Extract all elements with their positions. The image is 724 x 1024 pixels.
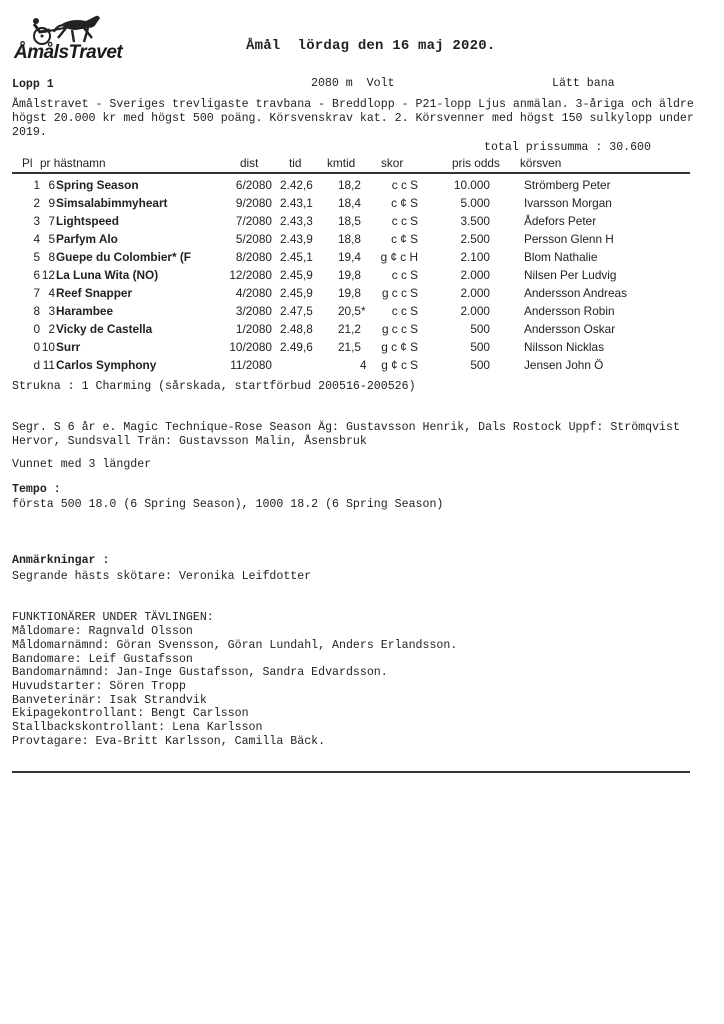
- table-row: [0, 322, 724, 340]
- cell-dist: 9/2080: [235, 196, 272, 210]
- cell-kmtid: 19,4: [338, 250, 361, 264]
- cell-tid: 2.43,1: [280, 196, 313, 210]
- table-row: [0, 196, 724, 214]
- cell-pris: 10.000: [453, 178, 490, 192]
- cell-horse-name: Simsalabimmyheart: [56, 196, 168, 210]
- official-line: Huvudstarter: Sören Tropp: [12, 680, 186, 693]
- cell-dist: 5/2080: [235, 232, 272, 246]
- official-line: Bandomarnämnd: Jan-Inge Gustafsson, Sandra Edvardsson.: [12, 666, 388, 679]
- race-distance: 2080 m Volt: [311, 77, 395, 90]
- cell-pr: 7: [48, 214, 55, 228]
- cell-horse-name: Parfym Alo: [56, 232, 118, 246]
- cell-tid: 2.47,5: [280, 304, 313, 318]
- cell-pl: 0: [33, 340, 40, 354]
- official-line: Provtagare: Eva-Britt Karlsson, Camilla Bäck.: [12, 735, 326, 748]
- col-header-dist: dist: [240, 156, 259, 170]
- official-line: Måldomare: Ragnvald Olsson: [12, 625, 193, 638]
- table-row: [0, 250, 724, 268]
- cell-pris: 500: [470, 322, 490, 336]
- cell-shoes: g c c S: [381, 286, 418, 300]
- cell-tid: 2.42,6: [280, 178, 313, 192]
- table-row: [0, 304, 724, 322]
- cell-pr: 2: [48, 322, 55, 336]
- race-label: Lopp 1: [12, 78, 54, 91]
- cell-horse-name: La Luna Wita (NO): [56, 268, 159, 282]
- official-line: Bandomare: Leif Gustafsson: [12, 653, 193, 666]
- cell-pl: 5: [33, 250, 40, 264]
- cell-horse-name: Surr: [56, 340, 81, 354]
- cell-dist: 12/2080: [229, 268, 272, 282]
- officials-label: FUNKTIONÄRER UNDER TÄVLINGEN:: [12, 611, 214, 624]
- cell-pl: 3: [33, 214, 40, 228]
- col-header-pris-odds: pris odds: [452, 156, 500, 170]
- table-rule-top: [12, 172, 690, 174]
- official-line: Banveterinär: Isak Strandvik: [12, 694, 207, 707]
- cell-pris: 5.000: [460, 196, 490, 210]
- cell-pr: 3: [48, 304, 55, 318]
- cell-pris: 2.000: [460, 268, 490, 282]
- cell-kmtid: 21,5: [338, 340, 361, 354]
- col-header-tid: tid: [289, 156, 302, 170]
- cell-kmtid: 18,4: [338, 196, 361, 210]
- cell-kmtid: 18,5: [338, 214, 361, 228]
- page-title: Åmål lördag den 16 maj 2020.: [246, 38, 496, 54]
- total-prize: total prissumma : 30.600: [484, 141, 651, 154]
- col-header-pr-name: pr hästnamn: [40, 156, 106, 170]
- cell-dist: 11/2080: [230, 358, 272, 372]
- cell-pl: 6: [33, 268, 40, 282]
- cell-pris: 2.000: [460, 286, 490, 300]
- trotter-horse-icon: [14, 12, 124, 46]
- winner-info: Segr. S 6 år e. Magic Technique-Rose Season Äg: Gustavsson Henrik, Dals Rostock Uppf: Strömqvist Hervor, Sundsvall Trän: Gustavsson Malin, Åsensbruk: [12, 421, 680, 448]
- table-row: [0, 214, 724, 232]
- cell-pris: 500: [470, 358, 490, 372]
- cell-pl: 1: [33, 178, 40, 192]
- cell-shoes: c ¢ S: [391, 232, 418, 246]
- official-line: Ekipagekontrollant: Bengt Carlsson: [12, 707, 249, 720]
- cell-tid: 2.49,6: [280, 340, 313, 354]
- tempo-label: Tempo :: [12, 483, 61, 496]
- winning-margin: Vunnet med 3 längder: [12, 458, 152, 471]
- cell-driver: Strömberg Peter: [524, 178, 611, 192]
- cell-kmtid: 20,5*: [338, 304, 366, 318]
- cell-horse-name: Harambee: [56, 304, 114, 318]
- tempo-text: första 500 18.0 (6 Spring Season), 1000 18.2 (6 Spring Season): [12, 498, 444, 511]
- col-header-pl: Pl: [22, 156, 33, 170]
- cell-pris: 2.100: [460, 250, 490, 264]
- remarks-label: Anmärkningar :: [12, 554, 110, 567]
- cell-tid: 2.45,1: [280, 250, 313, 264]
- cell-horse-name: Guepe du Colombier* (F: [56, 250, 192, 264]
- table-row: [0, 286, 724, 304]
- cell-kmtid: 19,8: [338, 268, 361, 282]
- table-row: [0, 340, 724, 358]
- cell-pl: 4: [33, 232, 40, 246]
- cell-shoes: c c S: [391, 214, 418, 228]
- table-row: [0, 178, 724, 196]
- table-row: [0, 232, 724, 250]
- page-rule-bottom: [12, 771, 690, 773]
- cell-tid: 2.45,9: [280, 268, 313, 282]
- cell-horse-name: Reef Snapper: [56, 286, 133, 300]
- official-line: Stallbackskontrollant: Lena Karlsson: [12, 721, 263, 734]
- cell-pris: 500: [470, 340, 490, 354]
- cell-shoes: g ¢ c S: [381, 358, 418, 372]
- cell-pr: 4: [48, 286, 55, 300]
- cell-pr: 9: [48, 196, 55, 210]
- cell-driver: Andersson Andreas: [524, 286, 627, 300]
- col-header-skor: skor: [381, 156, 404, 170]
- cell-pr: 6: [48, 178, 55, 192]
- cell-pl: d: [33, 358, 40, 372]
- cell-tid: 2.43,3: [280, 214, 313, 228]
- cell-tid: 2.43,9: [280, 232, 313, 246]
- cell-shoes: c c S: [391, 304, 418, 318]
- cell-kmtid: 19,8: [338, 286, 361, 300]
- cell-driver: Jensen John Ö: [524, 358, 604, 372]
- cell-dist: 4/2080: [235, 286, 272, 300]
- cell-pr: 11: [42, 358, 55, 372]
- cell-shoes: c ¢ S: [391, 196, 418, 210]
- cell-pr: 5: [48, 232, 55, 246]
- cell-dist: 8/2080: [235, 250, 272, 264]
- cell-shoes: g c ¢ S: [381, 340, 418, 354]
- cell-dist: 1/2080: [235, 322, 272, 336]
- cell-pris: 2.000: [460, 304, 490, 318]
- track-condition: Lätt bana: [552, 77, 615, 90]
- cell-pris: 3.500: [460, 214, 490, 228]
- cell-shoes: c c S: [391, 268, 418, 282]
- cell-driver: Ivarsson Morgan: [524, 196, 612, 210]
- remarks-text: Segrande hästs skötare: Veronika Leifdotter: [12, 570, 312, 583]
- cell-kmtid: 18,2: [338, 178, 361, 192]
- cell-tid: 2.48,8: [280, 322, 313, 336]
- cell-dist: 3/2080: [235, 304, 272, 318]
- cell-driver: Persson Glenn H: [524, 232, 614, 246]
- cell-pl: 7: [33, 286, 40, 300]
- cell-horse-name: Spring Season: [56, 178, 139, 192]
- amalstravet-logo: [14, 12, 124, 64]
- cell-driver: Nilsen Per Ludvig: [524, 268, 617, 282]
- logo-text: ÅmålsTravet: [14, 42, 123, 63]
- official-line: Måldomarnämnd: Göran Svensson, Göran Lundahl, Anders Erlandsson.: [12, 639, 458, 652]
- cell-driver: Nilsson Nicklas: [524, 340, 604, 354]
- cell-dist: 6/2080: [235, 178, 272, 192]
- race-description: Åmålstravet - Sveriges trevligaste travbana - Breddlopp - P21-lopp Ljus anmälan. 3-åriga och äldre högst 20.000 kr med högst 500 poäng. Körsvenskrav kat. 2. Körsvenner med högst 150 sulkylopp under 2019.: [12, 98, 694, 139]
- cell-pris: 2.500: [460, 232, 490, 246]
- cell-horse-name: Lightspeed: [56, 214, 119, 228]
- cell-driver: Ådefors Peter: [524, 214, 597, 228]
- cell-shoes: c c S: [391, 178, 418, 192]
- cell-dist: 10/2080: [229, 340, 272, 354]
- cell-pl: 2: [33, 196, 40, 210]
- cell-horse-name: Vicky de Castella: [56, 322, 153, 336]
- cell-pl: 0: [33, 322, 40, 336]
- col-header-kmtid: kmtid: [327, 156, 356, 170]
- cell-kmtid: 18,8: [338, 232, 361, 246]
- cell-tid: 2.45,9: [280, 286, 313, 300]
- cell-horse-name: Carlos Symphony: [56, 358, 157, 372]
- table-row: [0, 268, 724, 286]
- cell-driver: Andersson Oskar: [524, 322, 616, 336]
- cell-pr: 12: [41, 268, 55, 282]
- scratched-horses: Strukna : 1 Charming (sårskada, startförbud 200516-200526): [12, 380, 416, 393]
- cell-pr: 10: [41, 340, 55, 354]
- col-header-driver: körsven: [520, 156, 562, 170]
- cell-driver: Blom Nathalie: [524, 250, 598, 264]
- cell-driver: Andersson Robin: [524, 304, 615, 318]
- cell-dist: 7/2080: [235, 214, 272, 228]
- cell-pr: 8: [48, 250, 55, 264]
- cell-shoes: g c c S: [381, 322, 418, 336]
- cell-shoes: g ¢ c H: [380, 250, 418, 264]
- table-row: [0, 358, 724, 376]
- cell-kmtid: 4: [360, 358, 367, 372]
- cell-pl: 8: [33, 304, 40, 318]
- cell-kmtid: 21,2: [338, 322, 361, 336]
